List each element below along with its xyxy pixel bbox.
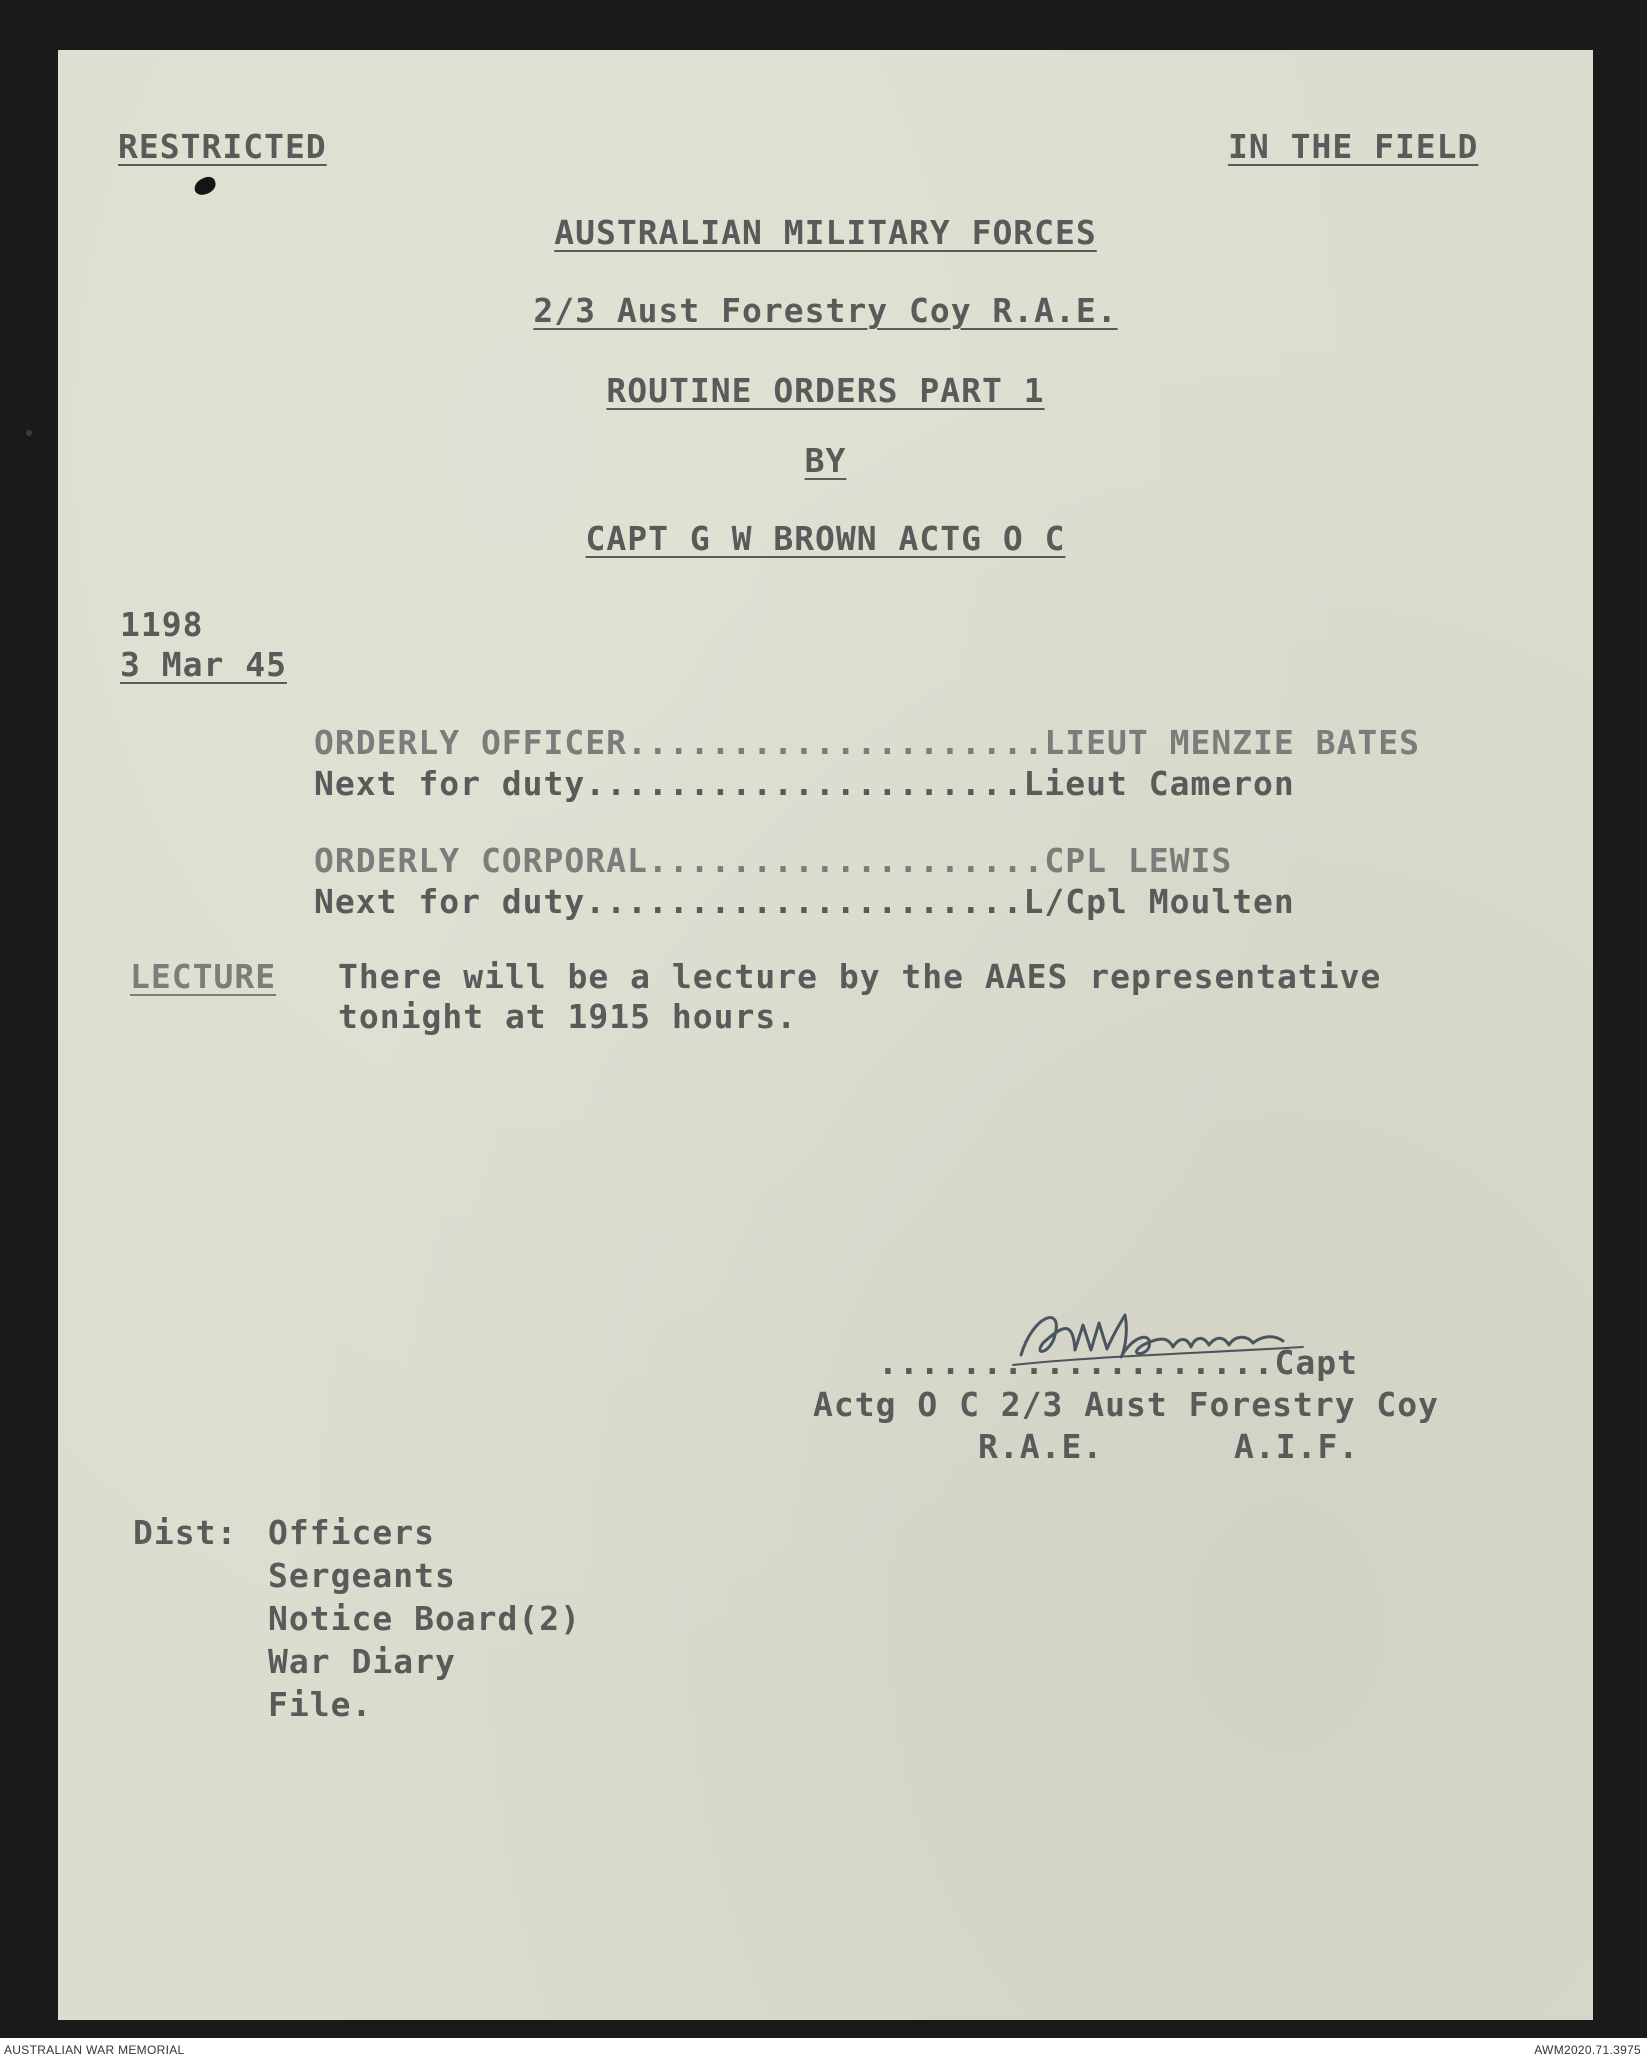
paper-sheet (58, 50, 1593, 2020)
order-date: 3 Mar 45 (120, 645, 287, 684)
heading-forces: AUSTRALIAN MILITARY FORCES (554, 213, 1097, 252)
distribution-item: File. (268, 1685, 373, 1724)
duty-dots: ..................... (585, 882, 1024, 921)
distribution-label: Dist: (133, 1513, 238, 1552)
distribution-item: Sergeants (268, 1556, 456, 1595)
ink-blot (192, 175, 218, 198)
duty-value: Lieut Cameron (1023, 764, 1295, 803)
signature-force: A.I.F. (1234, 1427, 1360, 1466)
footer-reference: AWM2020.71.3975 (1534, 2043, 1641, 2057)
location-label: IN THE FIELD (1228, 127, 1479, 166)
duty-dots: ................... (647, 841, 1045, 880)
duty-value: CPL LEWIS (1044, 841, 1233, 880)
duty-label: Next for duty (314, 882, 586, 921)
duty-label: Next for duty (314, 764, 586, 803)
signature-corps: R.A.E. (978, 1427, 1104, 1466)
distribution-item: Notice Board(2) (268, 1599, 582, 1638)
duty-row-next-officer (314, 764, 1420, 803)
distribution-item: Officers (268, 1513, 435, 1552)
lecture-line-2: tonight at 1915 hours. (338, 997, 798, 1036)
duty-label: ORDERLY CORPORAL (314, 841, 648, 880)
distribution-list (268, 1513, 582, 1724)
duty-dots: ..................... (585, 764, 1024, 803)
duty-label: ORDERLY OFFICER (314, 723, 628, 762)
signature-line (878, 1343, 1358, 1382)
signature-dots: ................... (878, 1343, 1275, 1382)
duty-dots: .................... (627, 723, 1045, 762)
lecture-line-1: There will be a lecture by the AAES representative (338, 957, 1382, 996)
duty-row-next-corporal (314, 882, 1420, 921)
duty-value: LIEUT MENZIE BATES (1044, 723, 1420, 762)
signature-appointment: Actg O C 2/3 Aust Forestry Coy (813, 1385, 1440, 1424)
heading-title: ROUTINE ORDERS PART 1 (606, 371, 1045, 410)
heading-officer: CAPT G W BROWN ACTG O C (585, 519, 1066, 558)
signature-rank: Capt (1274, 1343, 1358, 1382)
distribution-item: War Diary (268, 1642, 456, 1681)
edge-speck (26, 430, 32, 436)
order-number: 1198 (120, 605, 204, 644)
heading-by: BY (804, 441, 847, 480)
duty-value: L/Cpl Moulten (1023, 882, 1295, 921)
footer-source: AUSTRALIAN WAR MEMORIAL (4, 2043, 185, 2057)
duty-roster (314, 723, 1420, 921)
duty-row-orderly-corporal (314, 841, 1420, 880)
duty-row-orderly-officer (314, 723, 1420, 762)
heading-unit: 2/3 Aust Forestry Coy R.A.E. (533, 291, 1118, 330)
classification-stamp: RESTRICTED (118, 127, 327, 166)
lecture-heading: LECTURE (130, 957, 277, 996)
